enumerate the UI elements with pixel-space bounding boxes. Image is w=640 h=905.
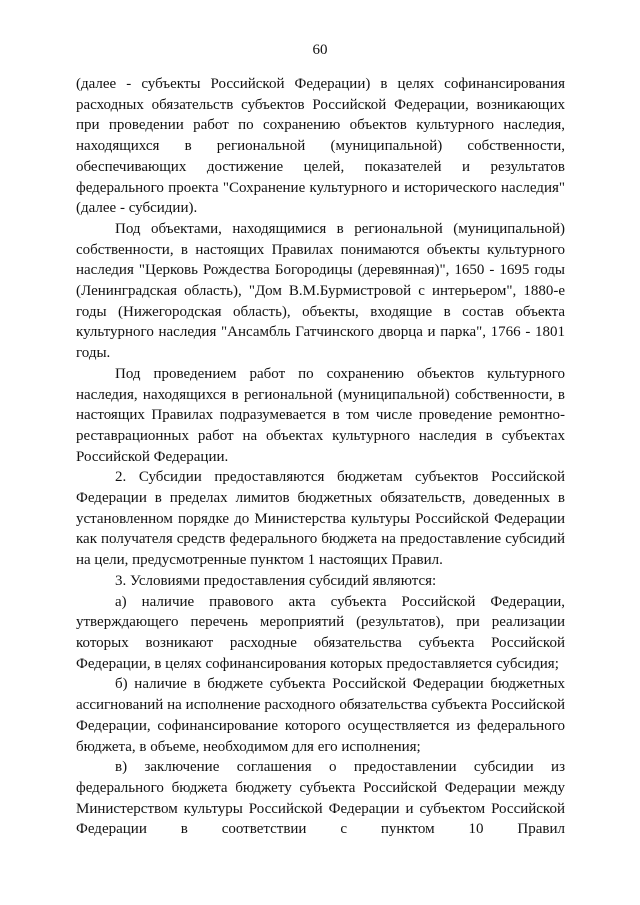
paragraph-clause-3b: б) наличие в бюджете субъекта Российской Федерации бюджетных ассигнований на исполнение расходного обязательства субъекта Российской Федерации, софинансирование которого осуществляется из федерального бюджета, в объеме, необходимом для его исполнения; <box>76 676 565 755</box>
paragraph-clause-3a: а) наличие правового акта субъекта Российской Федерации, утверждающего перечень мероприятий (результатов), при реализации которых возникают расходные обязательства субъекта Российской Федерации, в целях софинансирования которых предоставляется субсидия; <box>76 593 565 672</box>
paragraph-clause-3c: в) заключение соглашения о предоставлении субсидии из федерального бюджета бюджету субъекта Российской Федерации между Министерством культуры Российской Федерации и субъектом Российской Федерации в соответствии с пунктом 10 Правил <box>76 759 565 838</box>
paragraph-clause-3: 3. Условиями предоставления субсидий являются: <box>115 572 437 589</box>
page-number: 60 <box>312 42 328 58</box>
document-body <box>76 74 565 840</box>
paragraph-works-definition: Под проведением работ по сохранению объектов культурного наследия, находящихся в региональной (муниципальной) собственности, в настоящих Правилах подразумевается в том числе проведение ремонтно-реставрационных работ на объектах культурного наследия в субъектах Российской Федерации. <box>76 365 565 465</box>
paragraph-clause-2: 2. Субсидии предоставляются бюджетам субъектов Российской Федерации в пределах лимитов бюджетных обязательств, доведенных в установленном порядке до Министерства культуры Российской Федерации как получателя средств федерального бюджета на предоставление субсидий на цели, предусмотренные пунктом 1 настоящих Правил. <box>76 469 565 569</box>
paragraph-intro-continuation: (далее - субъекты Российской Федерации) в целях софинансирования расходных обязательств субъектов Российской Федерации, возникающих при проведении работ по сохранению объектов культурного наследия, находящихся в региональной (муниципальной) собственности, обеспечивающих достижение целей, показателей и результатов федерального проекта "Сохранение культурного и исторического наследия" (далее - субсидии). <box>76 76 565 217</box>
paragraph-objects-definition: Под объектами, находящимися в региональной (муниципальной) собственности, в настоящих Правилах понимаются объекты культурного наследия "Церковь Рождества Богородицы (деревянная)", 1650 - 1695 годы (Ленинградская область), "Дом В.М.Бурмистровой с интерьером", 1880-е годы (Нижегородская область), объекты, входящие в состав объекта культурного наследия "Ансамбль Гатчинского дворца и парка", 1766 - 1801 годы. <box>76 220 565 362</box>
